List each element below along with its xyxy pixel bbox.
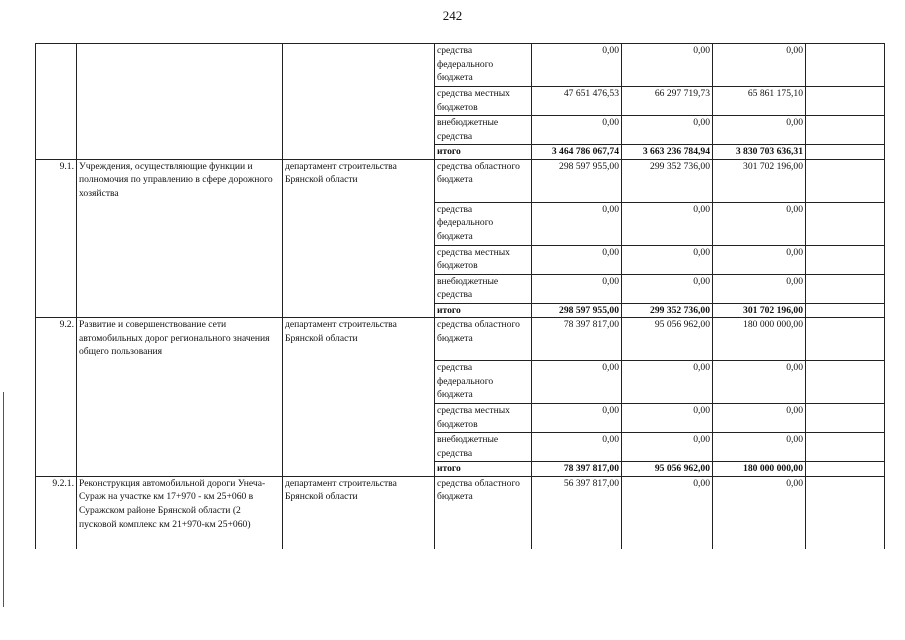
amount-y3: 301 702 196,00 xyxy=(713,303,806,318)
amount-y1: 3 464 786 067,74 xyxy=(532,145,622,160)
funding-source: средства областного бюджета xyxy=(435,476,532,549)
amount-y2: 0,00 xyxy=(622,361,713,404)
table-row xyxy=(36,318,885,361)
page-number: 242 xyxy=(442,8,463,23)
amount-y3: 180 000 000,00 xyxy=(713,462,806,477)
amount-y3: 180 000 000,00 xyxy=(713,318,806,361)
funding-source: внебюджетные средства xyxy=(435,433,532,462)
item-name: Реконструкция автомобильной дороги Унеча-Сураж на участке км 17+970 - км 25+060 в Суражском районе Брянской области (2 пусковой комплекс км 21+970-км 25+060) xyxy=(77,476,283,549)
empty-cell xyxy=(806,476,885,549)
empty-cell xyxy=(806,44,885,87)
item-name xyxy=(77,44,283,160)
department-name xyxy=(283,44,435,160)
amount-y2: 3 663 236 784,94 xyxy=(622,145,713,160)
amount-y3: 0,00 xyxy=(713,361,806,404)
amount-y1: 0,00 xyxy=(532,116,622,145)
amount-y2: 0,00 xyxy=(622,433,713,462)
empty-cell xyxy=(806,433,885,462)
amount-y3: 0,00 xyxy=(713,245,806,274)
amount-y3: 0,00 xyxy=(713,404,806,433)
funding-source: средства областного бюджета xyxy=(435,318,532,361)
amount-y2: 95 056 962,00 xyxy=(622,462,713,477)
section-number xyxy=(36,44,77,160)
section-number: 9.2.1. xyxy=(36,476,77,549)
table-row xyxy=(36,44,885,87)
amount-y1: 0,00 xyxy=(532,274,622,303)
table-row xyxy=(36,159,885,202)
amount-y3: 0,00 xyxy=(713,274,806,303)
amount-y1: 0,00 xyxy=(532,44,622,87)
amount-y1: 0,00 xyxy=(532,245,622,274)
funding-source: итого xyxy=(435,145,532,160)
empty-cell xyxy=(806,116,885,145)
amount-y2: 299 352 736,00 xyxy=(622,159,713,202)
funding-source: средства федерального бюджета xyxy=(435,202,532,245)
item-name: Учреждения, осуществляющие функции и полномочия по управлению в сфере дорожного хозяйства xyxy=(77,159,283,318)
funding-source: средства федерального бюджета xyxy=(435,44,532,87)
amount-y1: 0,00 xyxy=(532,202,622,245)
scan-margin-line xyxy=(3,392,4,607)
amount-y3: 0,00 xyxy=(713,476,806,549)
empty-cell xyxy=(806,245,885,274)
funding-source: итого xyxy=(435,303,532,318)
amount-y2: 0,00 xyxy=(622,274,713,303)
budget-table xyxy=(35,43,885,549)
amount-y1: 47 651 476,53 xyxy=(532,87,622,116)
empty-cell xyxy=(806,303,885,318)
amount-y2: 0,00 xyxy=(622,202,713,245)
empty-cell xyxy=(806,462,885,477)
amount-y2: 0,00 xyxy=(622,245,713,274)
amount-y1: 56 397 817,00 xyxy=(532,476,622,549)
department-name: департамент строительства Брянской области xyxy=(283,159,435,318)
amount-y3: 0,00 xyxy=(713,433,806,462)
empty-cell xyxy=(806,404,885,433)
empty-cell xyxy=(806,202,885,245)
amount-y2: 0,00 xyxy=(622,44,713,87)
amount-y2: 0,00 xyxy=(622,404,713,433)
amount-y3: 301 702 196,00 xyxy=(713,159,806,202)
amount-y2: 95 056 962,00 xyxy=(622,318,713,361)
amount-y1: 0,00 xyxy=(532,433,622,462)
amount-y1: 298 597 955,00 xyxy=(532,303,622,318)
section-number: 9.1. xyxy=(36,159,77,318)
empty-cell xyxy=(806,274,885,303)
section-number: 9.2. xyxy=(36,318,77,477)
amount-y2: 0,00 xyxy=(622,116,713,145)
funding-source: средства местных бюджетов xyxy=(435,245,532,274)
amount-y1: 0,00 xyxy=(532,404,622,433)
funding-source: итого xyxy=(435,462,532,477)
amount-y3: 65 861 175,10 xyxy=(713,87,806,116)
empty-cell xyxy=(806,318,885,361)
department-name: департамент строительства Брянской области xyxy=(283,476,435,549)
funding-source: внебюджетные средства xyxy=(435,116,532,145)
empty-cell xyxy=(806,145,885,160)
amount-y3: 0,00 xyxy=(713,116,806,145)
amount-y2: 299 352 736,00 xyxy=(622,303,713,318)
amount-y1: 78 397 817,00 xyxy=(532,462,622,477)
amount-y1: 0,00 xyxy=(532,361,622,404)
amount-y2: 66 297 719,73 xyxy=(622,87,713,116)
amount-y3: 0,00 xyxy=(713,202,806,245)
funding-source: внебюджетные средства xyxy=(435,274,532,303)
empty-cell xyxy=(806,361,885,404)
amount-y1: 298 597 955,00 xyxy=(532,159,622,202)
amount-y3: 0,00 xyxy=(713,44,806,87)
funding-source: средства местных бюджетов xyxy=(435,87,532,116)
funding-source: средства местных бюджетов xyxy=(435,404,532,433)
department-name: департамент строительства Брянской области xyxy=(283,318,435,477)
funding-source: средства федерального бюджета xyxy=(435,361,532,404)
amount-y2: 0,00 xyxy=(622,476,713,549)
funding-source: средства областного бюджета xyxy=(435,159,532,202)
item-name: Развитие и совершенствование сети автомобильных дорог регионального значения общего пользования xyxy=(77,318,283,477)
amount-y1: 78 397 817,00 xyxy=(532,318,622,361)
amount-y3: 3 830 703 636,31 xyxy=(713,145,806,160)
empty-cell xyxy=(806,159,885,202)
table-row xyxy=(36,476,885,549)
empty-cell xyxy=(806,87,885,116)
